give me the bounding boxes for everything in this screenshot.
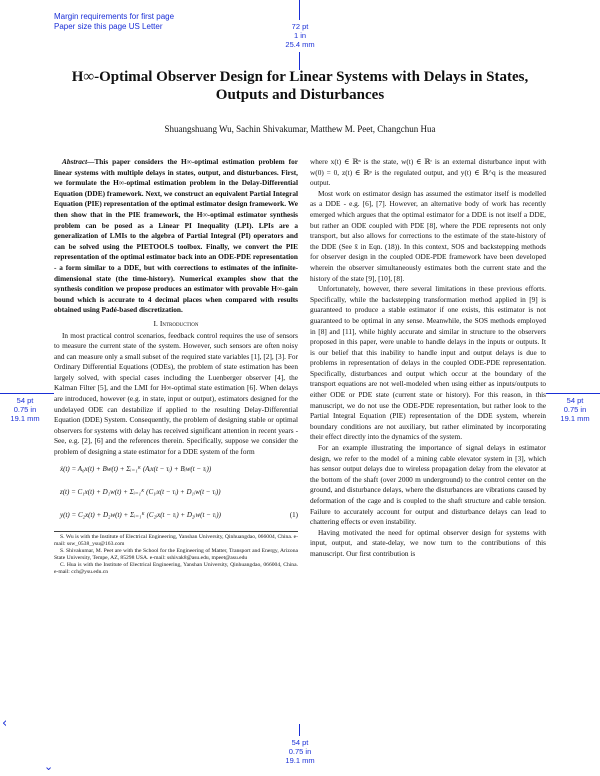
down-arrow-icon: ⌄ [44, 760, 54, 773]
right-paragraph-prior-work: Most work on estimator design has assumed the estimator itself is modelled as a DDE - e.g. [6], [7]. However, an alternative body of work has recently emerged which argues that the optimal estimator for a DDE is not itself a DDE, but rather an ODE coupled with PDE [8], where the PDE represents not only transport, but also allows for corrections to the estimate of the state-history of the DDE (See x̂ in Eqn. (18)). In this context, SOS and backstepping methods for observer design in the coupled ODE-PDE framework have been developed wherein the observer simultaneously estimates both the current state and the history of the state [9], [10], [8]. [310, 188, 546, 283]
left-margin-note: 54 pt 0.75 in 19.1 mm [10, 396, 40, 423]
abstract-label: Abstract [62, 157, 88, 166]
intro-paragraph: In most practical control scenarios, feedback control requires the use of sensors to measure the current state of the system. However, such sensors are often noisy and can measure only a small subset of the required state variables [1], [2], [3]. For Ordinary Differential Equations (ODEs), the problem of state estimation has been largely solved, with special cases including the Luenberger observer [4], the Kalman Filter [5], and the LMI for H∞-optimal state estimation [6]. When delays are introduced, however (e.g. in state, input or output), estimators designed for the undelayed ODE can destabilize if applied to the resulting Delay-Differential Equation (DDE) System. Consequently, the problem of designing stable or optimal observers for systems with delay has received significant attention in recent years - See, e.g. [2], [6] and the references therein. Specifically, suppose we consider the problem of designing a state estimator for a DDE system of the form [54, 330, 298, 457]
footnote-wu: S. Wu is with the Institute of Electrical Engineering, Yanshan University, Qinhuangdao, 066004, China. e-mail: ssw_0538_ysu@163.com [54, 533, 298, 547]
bottom-margin-note: 54 pt 0.75 in 19.1 mm [285, 738, 315, 765]
abstract-text: —This paper considers the H∞-optimal estimation problem for linear systems with multiple delays in states, output, and disturbances. First, we formulate the H∞-optimal estimation problem in the Delay-Differential Equation (DDE) framework. Next, we construct an equivalent Partial Integral Equation (PIE) representation of the optimal estimator design framework. We then show that in the PIE framework, the H∞-optimal estimator synthesis problem can be posed as a Linear PI Inequality (LPI). LPIs are a generalization of LMIs to the algebra of Partial Integral (PI) operators and can be solved using the PIETOOLS toolbox. Finally, we convert the PIE representation of the optimal estimator back into an ODE-PDE representation - a form similar to a DDE, but with corrections to estimates of the infinite-dimensional state (the time-history). Numerical examples show that the synthesis condition we propose produces an estimator with provable H∞-gain bound which is accurate to 4 decimal places when compared with results obtained using Padé-based discretization. [54, 157, 298, 315]
right-margin-line [546, 393, 600, 394]
equation-number: (1) [289, 510, 298, 519]
left-arrow-icon: ‹ [2, 716, 8, 731]
abstract [54, 157, 298, 316]
paper-title: H∞-Optimal Observer Design for Linear Systems with Delays in States, Outputs and Disturbances [71, 69, 529, 103]
right-column [310, 157, 546, 560]
right-paragraph-example: For an example illustrating the importance of signal delays in estimator design, we refer to the model of a mining cable elevator system in [3], which has sensor output delays due to wireless propagation delay from the elevator at the bottom of the shaft (over 2000 m underground) to the control center on the ground, and disturbance delays, where the disturbances are vibrations caused by deformation of the cage and is coupled to the shaft structure and cable tension. Failure to accurately account for output and disturbance delays can lead to chattering effects or even instability. [310, 443, 546, 527]
right-paragraph-contributions: Having motivated the need for optimal observer design for systems with input, output, and state-delay, we now turn to the contributions of this manuscript. Our first contribution is [310, 527, 546, 558]
margin-requirements-text: Margin requirements for first page [54, 12, 175, 21]
footnote-hua: C. Hua is with the Institute of Electrical Engineering, Yanshan University, Qinhuangdao, 066004, China. e-mail: cch@ysu.edu.cn [54, 561, 298, 575]
right-margin-note: 54 pt 0.75 in 19.1 mm [560, 396, 590, 423]
left-margin-line [0, 393, 54, 394]
section-introduction-heading: I. Introduction [153, 318, 199, 328]
right-paragraph-definitions: where x(t) ∈ ℝⁿ is the state, w(t) ∈ ℝʳ is an external disturbance input with w(0) = 0, z(t) ∈ ℝᵖ is the regulated output, and y(t) ∈ ℝ^q is the measured output. [310, 157, 546, 188]
footnote-shivakumar-peet: S. Shivakumar, M. Peet are with the School for the Engineering of Matter, Transport and Energy, Arizona State University, Tempe, AZ, 85298 USA. e-mail: sshivak8@asu.edu, mpeet@asu.edu [54, 547, 298, 561]
top-margin-line [299, 0, 300, 20]
left-column [54, 157, 298, 576]
paper-authors: Shuangshuang Wu, Sachin Shivakumar, Matthew M. Peet, Changchun Hua [164, 124, 436, 134]
equation-measured-output: y(t) = C₂x(t) + D₂w(t) + Σᵢ₌₁ᴷ (C₂ᵢx(t − τᵢ) + D₂ᵢw(t − τᵢ)) (1) [60, 510, 298, 519]
paper-size-text: Paper size this page US Letter [54, 22, 163, 31]
top-margin-note: 72 pt 1 in 25.4 mm [285, 22, 315, 49]
bottom-margin-line [299, 724, 300, 736]
equation-state: ẋ(t) = A₀x(t) + Bw(t) + Σᵢ₌₁ᴷ (Aᵢx(t − τᵢ) + Bᵢw(t − τᵢ)) [60, 464, 212, 473]
margin-header [54, 12, 174, 32]
equation-regulated-output: z(t) = C₁x(t) + D₁w(t) + Σᵢ₌₁ᴷ (C₁ᵢx(t − τᵢ) + D₁ᵢw(t − τᵢ)) [60, 487, 221, 496]
right-paragraph-limitations: Unfortunately, however, there several limitations in these previous efforts. Specifically, while the backstepping transformation method applied in [9] is guaranteed to produce a stable estimator if one exists, this estimator is not guaranteed to be optimal in any sense. Meanwhile, the SOS methods employed in [8] and [11], while highly accurate and similar in structure to the observers proposed in this paper, were unable to handle delays in the inputs or outputs. It is our belief that this inability to handle input and output delays is due to problems in representation of delays in the coupled ODE-PDE representation. Specifically, disturbances and output which occur at the boundary of the transport equations are not well-modeled when using either as inputs/outputs to either ODE or PDE state (current state or history). For this reason, in this manuscript, we do not use the ODE-PDE representation, but rather look to the Partial Integral Equation (PIE) representation of the DDE system, wherein boundary conditions are not auxiliary, but rather eliminated by incorporating their effect directly into the dynamics of the system. [310, 284, 546, 442]
author-footnotes [54, 531, 298, 576]
